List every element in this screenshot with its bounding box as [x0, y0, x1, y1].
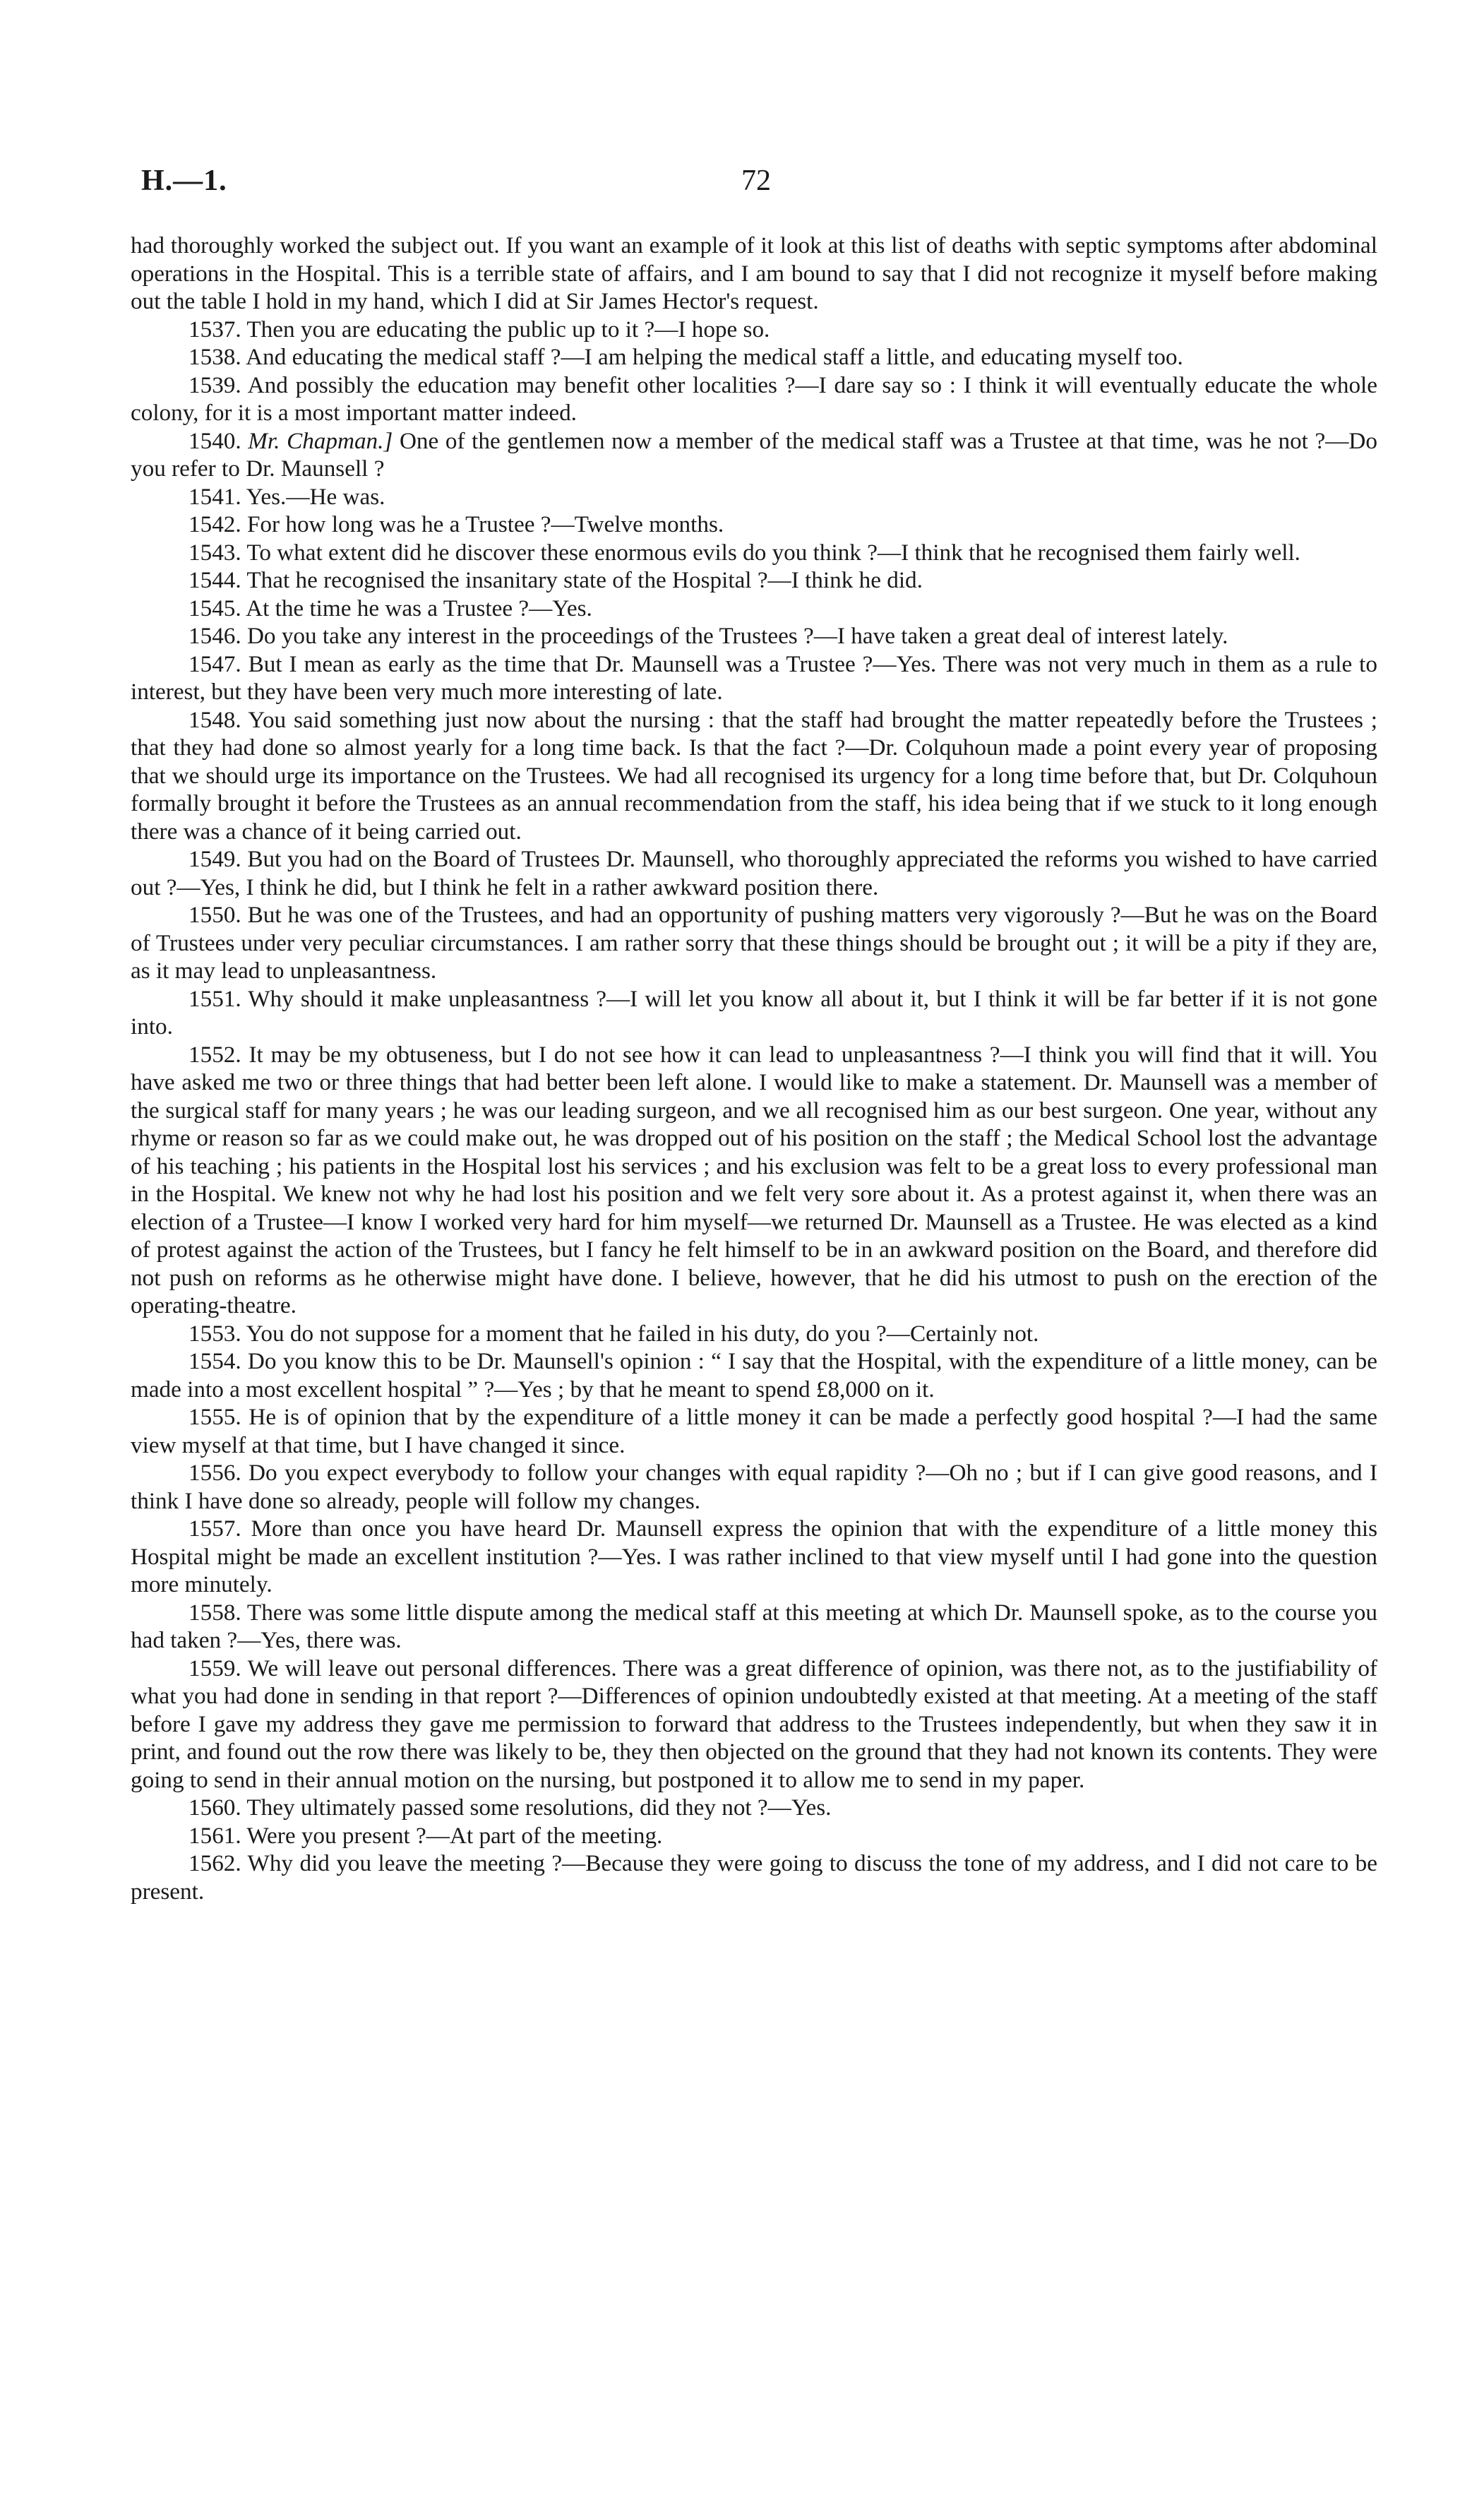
- question-1538: 1538. And educating the medical staff ?—I am helping the medical staff a little, and educating myself too.: [189, 344, 1183, 370]
- page-header: [141, 164, 1370, 206]
- question-1539: 1539. And possibly the education may benefit other localities ?—I dare say so : I think it will eventually educate the whole colony, for it is a most important matter indeed.: [131, 371, 1377, 426]
- question-1558: 1558. There was some little dispute among the medical staff at this meeting at which Dr. Maunsell spoke, as to the course you had taken ?—Yes, there was.: [131, 1599, 1377, 1653]
- question-number: 1540.: [189, 427, 241, 454]
- testimony-body: [131, 232, 1377, 1905]
- question-1545: 1545. At the time he was a Trustee ?—Yes.: [189, 595, 592, 621]
- page-number: 72: [741, 165, 771, 197]
- question-1546: 1546. Do you take any interest in the proceedings of the Trustees ?—I have taken a great deal of interest lately.: [189, 623, 1228, 649]
- question-1551: 1551. Why should it make unpleasantness ?—I will let you know all about it, but I think it will be far better if it is not gone into.: [131, 985, 1377, 1040]
- question-1559: 1559. We will leave out personal differences. There was a great difference of opinion, was there not, as to the justifiability of what you had done in sending in that report ?—Differences of opinion undoubtedly existed at that meeting. At a meeting of the staff before I gave my address they gave me permission to forward that address to the Trustees independently, but when they saw it in print, and found out the row there was likely to be, they then objected on the ground that they had not known its contents. They were going to send in their annual motion on the nursing, but postponed it to allow me to send in my paper.: [131, 1655, 1377, 1793]
- question-1543: 1543. To what extent did he discover these enormous evils do you think ?—I think that he recognised them fairly well.: [189, 539, 1300, 566]
- question-1556: 1556. Do you expect everybody to follow your changes with equal rapidity ?—Oh no ; but if I can give good reasons, and I think I have done so already, people will follow my changes.: [131, 1460, 1377, 1514]
- question-1550: 1550. But he was one of the Trustees, and had an opportunity of pushing matters very vigorously ?—But he was on the Board of Trustees under very peculiar circumstances. I am rather sorry that these things should be brought out ; it will be a pity if they are, as it may lead to unpleasantness.: [131, 902, 1377, 984]
- question-1554: 1554. Do you know this to be Dr. Maunsell's opinion : “ I say that the Hospital, with the expenditure of a little money, can be made into a most excellent hospital ” ?—Yes ; by that he meant to spend £8,000 on it.: [131, 1348, 1377, 1403]
- question-1555: 1555. He is of opinion that by the expenditure of a little money it can be made a perfectly good hospital ?—I had the same view myself at that time, but I have changed it since.: [131, 1404, 1377, 1458]
- question-1544: 1544. That he recognised the insanitary state of the Hospital ?—I think he did.: [189, 567, 923, 593]
- question-1560: 1560. They ultimately passed some resolutions, did they not ?—Yes.: [189, 1794, 832, 1821]
- question-1542: 1542. For how long was he a Trustee ?—Twelve months.: [189, 511, 724, 537]
- paragraph-continuation: had thoroughly worked the subject out. If you want an example of it look at this list of deaths with septic symptoms after abdominal operations in the Hospital. This is a terrible state of affairs, and I am bound to say that I did not recognize it myself before making out the table I hold in my hand, which I did at Sir James Hector's request.: [131, 232, 1377, 314]
- question-1562: 1562. Why did you leave the meeting ?—Because they were going to discuss the tone of my address, and I did not care to be present.: [131, 1850, 1377, 1905]
- document-reference: H.—1.: [141, 165, 227, 197]
- question-1547: 1547. But I mean as early as the time that Dr. Maunsell was a Trustee ?—Yes. There was not very much in them as a rule to interest, but they have been very much more interesting of late.: [131, 650, 1377, 705]
- question-1557: 1557. More than once you have heard Dr. Maunsell express the opinion that with the expenditure of a little money this Hospital might be made an excellent institution ?—Yes. I was rather inclined to that view myself until I had gone into the question more minutely.: [131, 1515, 1377, 1597]
- question-1553: 1553. You do not suppose for a moment that he failed in his duty, do you ?—Certainly not.: [189, 1320, 1039, 1347]
- speaker-name: Mr. Chapman.]: [248, 427, 393, 454]
- question-1541: 1541. Yes.—He was.: [189, 483, 385, 510]
- question-1548: 1548. You said something just now about the nursing : that the staff had brought the matter repeatedly before the Trustees ; that they had done so almost yearly for a long time back. Is that the fact ?—Dr. Colquhoun made a point every year of proposing that we should urge its importance on the Trustees. We had all recognised its urgency for a long time before that, but Dr. Colquhoun formally brought it before the Trustees as an annual recommendation from the staff, his idea being that if we stuck to it long enough there was a chance of it being carried out.: [131, 706, 1377, 845]
- question-1540: [131, 427, 1377, 483]
- question-1552: 1552. It may be my obtuseness, but I do not see how it can lead to unpleasantness ?—I think you will find that it will. You have asked me two or three things that had better been left alone. I would like to make a statement. Dr. Maunsell was a member of the surgical staff for many years ; he was our leading surgeon, and we all recognised him as our best surgeon. One year, without any rhyme or reason so far as we could make out, he was dropped out of his position on the staff ; the Medical School lost the advantage of his teaching ; his patients in the Hospital lost his services ; and his exclusion was felt to be a great loss to every professional man in the Hospital. We knew not why he had lost his position and we felt very sore about it. As a protest against it, when there was an election of a Trustee—I know I worked very hard for him myself—we returned Dr. Maunsell as a Trustee. He was elected as a kind of protest against the action of the Trustees, but I fancy he felt himself to be in an awkward position on the Board, and therefore did not push on reforms as he otherwise might have done. I believe, however, that he did his utmost to push on the erection of the operating-theatre.: [131, 1041, 1377, 1318]
- question-1549: 1549. But you had on the Board of Trustees Dr. Maunsell, who thoroughly appreciated the reforms you wished to have carried out ?—Yes, I think he did, but I think he felt in a rather awkward position there.: [131, 846, 1377, 900]
- question-1561: 1561. Were you present ?—At part of the meeting.: [189, 1822, 663, 1849]
- question-1537: 1537. Then you are educating the public up to it ?—I hope so.: [189, 316, 770, 343]
- question-text: One of the gentlemen now a member of the medical staff was a Trustee at that time, was he not ?—Do you refer to Dr. Maunsell ?: [131, 427, 1377, 482]
